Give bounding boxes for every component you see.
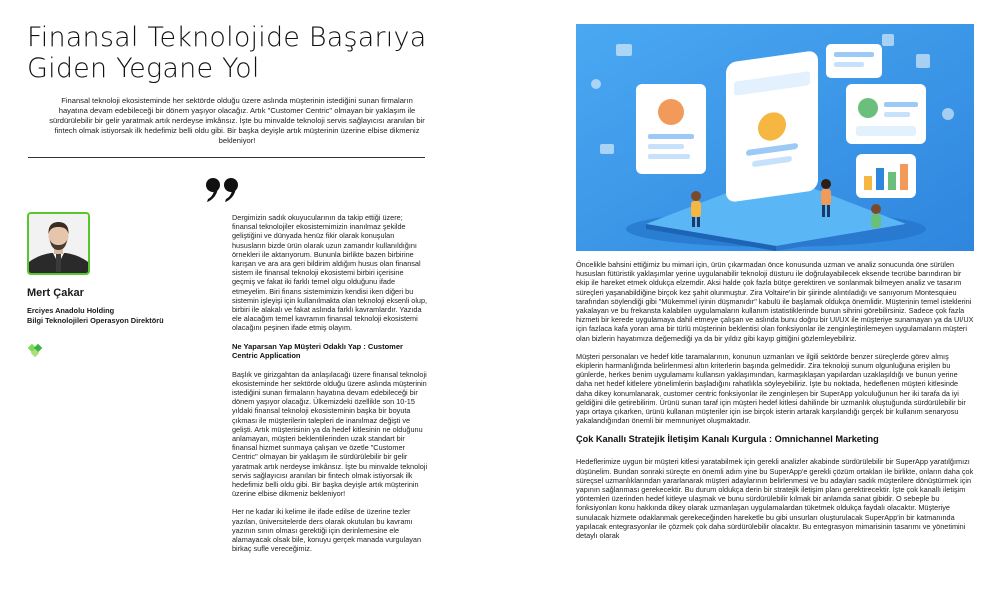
right-column (576, 260, 974, 549)
quote-icon (205, 150, 241, 214)
article-title (27, 22, 447, 84)
title-line-1: Finansal Teknolojide Başarıya (27, 22, 427, 53)
title-line-2: Giden Yegane Yol (27, 53, 260, 84)
hero-illustration (576, 24, 974, 251)
paragraph: Dergimizin sadık okuyucularının da takip ettiği üzere; finansal teknolojiler ekosistemimizin inanılmaz şekilde geliştiğini ve dünyada henüz fikir olarak konuşulan hususların bizde ürün olarak uzun zamandır kullanıldığını örnekleri ile aktarıyorum. Bununla birlikte bazen birbirine karışan ve ara ara geri bildirim aldığım husus olan finansal sistem ile finansal teknoloji ekosistemi birbiri içerisine geçmiş ve fakat iki farklı temel olgu olduğunu ifade etmeyelim. Biri finans sistemimizin kendisi iken diğeri bu sistemin işleyişi için kullanılmakta olan teknoloji eksenli olup, birbiri ile alakalı ve fakat aslında farklı kavramlardır. Yazıda ele alacağım temel kavramın finansal teknoloji ekosistemi olacağını peşinen ifade etmiş olayım. (232, 213, 428, 333)
author-name: Mert Çakar (27, 287, 84, 299)
author-org-line-1: Erciyes Anadolu Holding (27, 306, 115, 315)
middle-column (232, 213, 428, 563)
right-page (500, 0, 1000, 600)
company-logo-icon (28, 340, 46, 358)
section-heading: Ne Yaparsan Yap Müşteri Odaklı Yap : Customer Centric Application (232, 341, 403, 361)
author-org-line-2: Bilgi Teknolojileri Operasyon Direktörü (27, 315, 164, 325)
paragraph: Hedeflerimize uygun bir müşteri kitlesi yaratabilmek için gerekli analizler akabinde sürdürülebilir bir SuperApp yaratılğımızı düşünelim. Bundan sonraki süreçte en önemli adım yine bu SuperApp'e gerekli çözüm ortakları ile birlikte, onların daha çok süreçsel uzmanlıklarından yararlanarak müşteri adaylarının belirlenmesi ve bu adayları sadık müşterilere dönüştürmek için yapının sağlanması gerekecektir. Bu durum oldukça derin bir stratejik iletişim planı gerektirecektir. İşte çok kanallı iletişim yöntemleri üzerinden hedef kitleye ulaşmak ve bunu sürdürülebilir kılmak bir anlamda sanat gibidir. O sebeple bu fonksiyonları konu hakkında dikey olarak uzmanlaşan uygulamalardan tüketmek oldukça faydalı olacaktır. Müşteriye sunulacak hizmete odaklanmak gerekeceğinden hareketle bu gibi unsurları oluşturulacak SuperApp'in bir katmanında yapılacak entegrasyonlar ile çözmek çok daha sürdürülebilir olacaktır. Bu entegrasyon mimarisinin tasarımı ve yönetimini detaylı olarak (576, 457, 974, 541)
paragraph: Başlık ve girizgahtan da anlaşılacağı üzere finansal teknoloji ekosisteminde her sektörde olduğu üzere aslında müşterinin istediğini sunan firmaların hayatına devam edebileceği bir dönem yaşıyor olacağız. Ülkemizdeki özellikle son 10-15 yıldaki finansal teknoloji ekosisteminin başka bir boyuta çıkması ile müşterilerin talepleri de inanılmaz değişti ve gelişti. Artık müşterisinin ya da hedef kitlesinin ne olduğunu anlamayan, müşteri beklentilerinden uzak standart bir finansal hizmet sunmaya çalışan ve özetle "Customer Centric" olmayan bir yaklaşım ile sürdürülebilir bir gelir yaratmak artık nerdeyse imkânsız. İşte bu minvalde teknoloji servis sağlayıcısı aranılan bir fintech olmak istiyorsak ilk hedefimiz belli oldu gibi. Bir başka deyişle artık müşterinin üzerine elbise dikmeniz bekleniyor! (232, 369, 428, 499)
author-avatar (27, 212, 90, 275)
paragraph: Müşteri personaları ve hedef kitle taramalarının, konunun uzmanları ve ilgili sektörde benzer süreçlerde görev almış ekiplerin harmanlığında belirlenmesi altın kriterlerin başında gelmedidir. Zira teknoloji sunum olgunluğuna erişilen bu günlerde, herkes benim uygulamamı kullansın yaklaşımından, karmaşıklaşan yapılardan uzaklaşıldığı ve bunun yerine daha net hedef kitlelere yönelimlerin başladığını rahatlıkla söyleyebiliriz. İşte bu noktada, hedeflenen müşteri kitlesinde daha dikey konumlanarak, customer centric fonksiyonlar ile zenginleşen bir SuperApp yolculuğunun her iki tarafa da iyi geldiğini dile getirebilirim. Ürünü sunan taraf için müşteri hedef kitlesi dahilinde bir uzmanlık oluştuğunda sürdürülebilir bir yapı ortaya çıkarken, ürünü kullanan müşteriler için ise birçok isterin artarak karşılandığı gerçek bir kullanım senaryosu yakalandığından önemli bir memnuniyet oluşmaktadır. (576, 351, 966, 426)
author-organization (27, 306, 207, 325)
paragraph: Her ne kadar iki kelime ile ifade edilse de üzerine tezler yazılan, üniversitelerde ders olarak okutulan bu kavramı yazının sınırı olması gerektiği için derinlemesine ele alamayacak olsak bile, konuyu gerçek manada vurgulayan birkaç sufle vereceğimiz. (232, 507, 422, 554)
article-lead: Finansal teknoloji ekosisteminde her sektörde olduğu üzere aslında müşterinin istediğini sunan firmaların hayatına devam edebileceği bir dönem yaşıyor olacağız. Artık "Customer Centric" olmayan bir yaklaşım ile sürdürülebilir bir gelir yaratmak artık nerdeyse imkânsız. İşte bu minvalde teknoloji servis sağlayıcısı aranılan bir fintech olmak istiyorsak ilk hedefimiz belli oldu gibi. Bir başka deyişle artık müşterinin üzerine elbise dikmeniz bekleniyor! (49, 96, 425, 145)
paragraph: Öncelikle bahsini ettiğimiz bu mimari için, ürün çıkarmadan önce konusunda uzman ve analiz sonucunda öne sürülen hususları fütüristik yaklaşımlar yerine uygulanabilir teknoloji düsturu ile doğrulayabilecek eksende tecrübe barındıran bir ekip ile hareket etmek oldukça elzemdir. Aksi halde çok fazla bütçe gerektiren ve sonlanmak bilmeyen analiz ve tasarım süreçleri yaşanabildiğine birçok kez şahit olunmuştur. Zira Voltaire'in bir şiirinde alıntıladığı ve sanıyorum Montesquieu tarafından söylendiği gibi "Mükemmel iyinin düşmanıdır" kabulü ile başlamak oldukça önemlidir. Müşterinin temel isteklerini yakalayan ve bu frekansta kalabilen uygulamaların kullanım istatistiklerinde bunun sihrini görebilirsiniz. Sadece çok fazla hizmeti bir kerede uygulamaya dahil etmeye çalışan ve aslında bunu doğru bir UI/UX ile müşteriye sunamayan ya da UI/UX için fazlaca kafa yoran ama bir türlü müşterinin beklentisi olan fonksiyonlar ile zenginleştirilemeyen uygulamaların müşteri olan bizlerin hayatımıza değemediği ya da bir yıldız gibi kayıp gittiğini gözlemleyebiliriz. (576, 260, 974, 343)
section-heading: Çok Kanallı Stratejik İletişim Kanalı Kurgula : Omnichannel Marketing (576, 434, 879, 445)
